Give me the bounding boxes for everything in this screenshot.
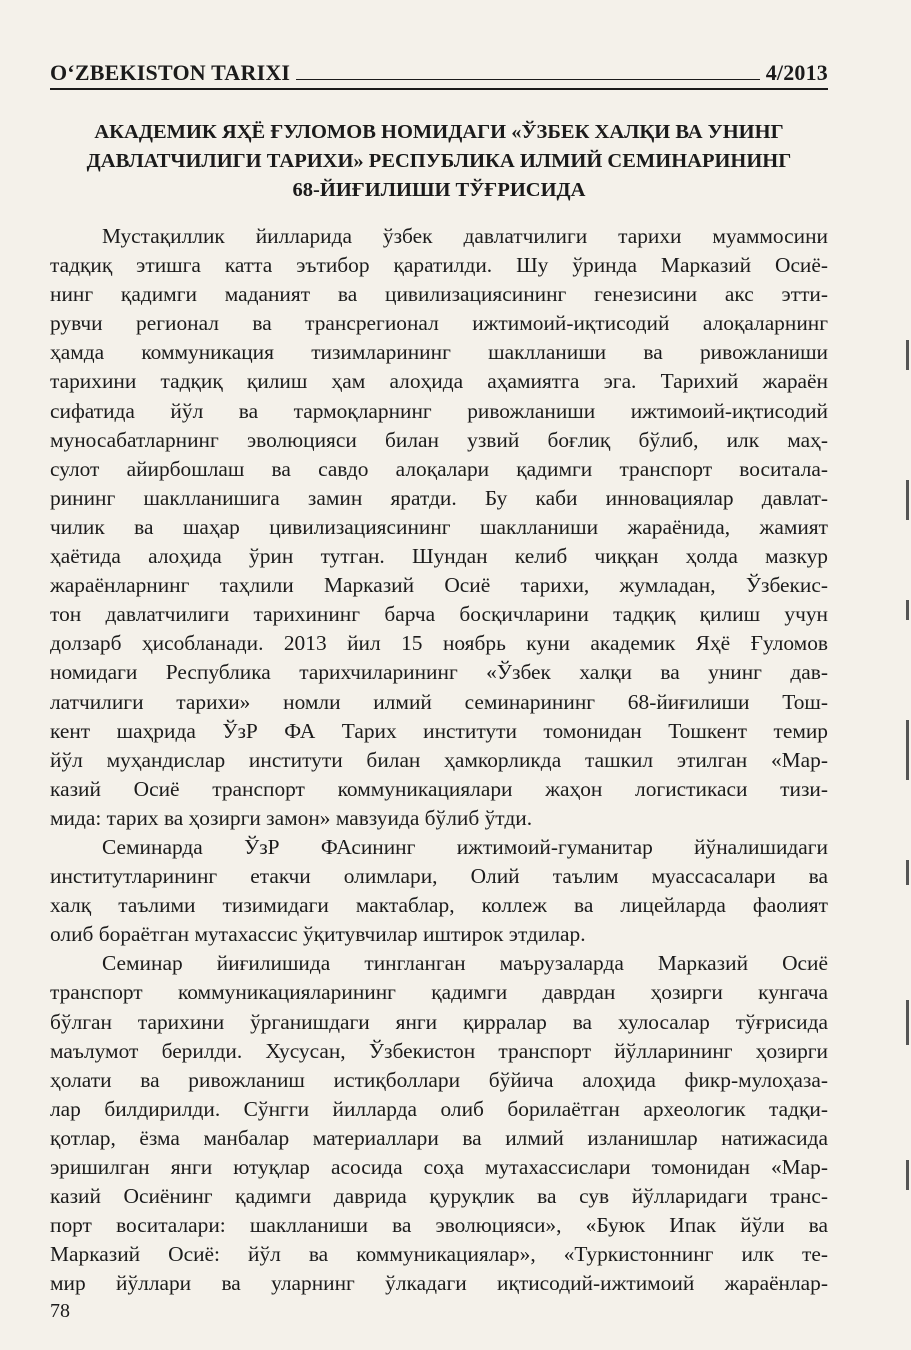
- body-line: Семинарда ЎзР ФАсининг ижтимоий-гуманитар йўналишидаги: [102, 834, 828, 859]
- title-line: 68-ЙИҒИЛИШИ ТЎҒРИСИДА: [292, 179, 586, 201]
- body-line: бўлган тарихини ўрганишдаги янги қирралар ва хулосалар тўғрисида: [50, 1009, 828, 1034]
- journal-name: O‘ZBEKISTON TARIXI: [50, 60, 291, 85]
- body-line: мир йўллари ва уларнинг ўлкадаги иқтисодий-ижтимоий жараёнлар-: [50, 1271, 828, 1296]
- body-line: эришилган янги ютуқлар асосида соҳа мутахассислари томонидан «Мар-: [50, 1155, 828, 1179]
- body-line: йўл муҳандислар институти билан ҳамкорликда ташкил этилган «Мар-: [50, 747, 828, 772]
- body-line: халқ таълими тизимидаги мактаблар, коллеж ва лицейларда фаолият: [50, 893, 828, 918]
- body-line: казий Осиё транспорт коммуникациялари жаҳон логистикаси тизи-: [50, 776, 828, 801]
- title-line: ДАВЛАТЧИЛИГИ ТАРИХИ» РЕСПУБЛИКА ИЛМИЙ СЕМИНАРИНИНГ: [86, 150, 792, 172]
- issue-number: 4/2013: [765, 60, 828, 85]
- body-line: казий Осиёнинг қадимги даврида қуруқлик ва сув йўлларидаги транс-: [50, 1184, 828, 1209]
- body-line: чилик ва шаҳар цивилизациясининг шаклланиши жараёнида, жамият: [50, 514, 828, 539]
- body-line: кент шаҳрида ЎзР ФА Тарих институти томонидан Тошкент темир: [50, 718, 828, 743]
- running-header: [50, 52, 828, 86]
- title-line: АКАДЕМИК ЯҲЁ ҒУЛОМОВ НОМИДАГИ «ЎЗБЕК ХАЛҚИ ВА УНИНГ: [94, 121, 784, 143]
- scan-edge-marks: [903, 300, 911, 1300]
- header-divider: [50, 88, 828, 90]
- article-title: [50, 118, 828, 205]
- body-line: қотлар, ёзма манбалар материаллари ва илмий изланишлар натижасида: [50, 1125, 828, 1150]
- body-line: сулот айирбошлаш ва савдо алоқалари қадимги транспорт воситала-: [50, 456, 828, 481]
- body-line: жараёнларнинг таҳлили Марказий Осиё тарихи, жумладан, Ўзбекис-: [50, 573, 828, 598]
- body-line: долзарб ҳисобланади. 2013 йил 15 ноябрь куни академик Яҳё Ғуломов: [50, 631, 828, 656]
- body-line: сифатида йўл ва тармоқларнинг ривожланиши ижтимоий-иқтисодий: [50, 398, 828, 423]
- body-line: транспорт коммуникацияларининг қадимги даврдан ҳозирги кунгача: [50, 980, 828, 1005]
- body-line: маълумот берилди. Хусусан, Ўзбекистон транспорт йўлларининг ҳозирги: [50, 1038, 828, 1063]
- body-line: рининг шаклланишига замин яратди. Бу каби инновациялар давлат-: [50, 485, 828, 510]
- body-line: олиб бораётган мутахассис ўқитувчилар иштирок этдилар.: [50, 922, 586, 947]
- body-line: Семинар йиғилишида тингланган маърузаларда Марказий Осиё: [102, 951, 828, 976]
- body-line: порт воситалари: шаклланиши ва эволюцияси», «Буюк Ипак йўли ва: [50, 1213, 828, 1238]
- body-line: тарихини тадқиқ қилиш ҳам алоҳида аҳамиятга эга. Тарихий жараён: [50, 369, 828, 394]
- body-line: ҳолати ва ривожланиш истиқболлари бўйича алоҳида фикр-мулоҳаза-: [50, 1067, 828, 1092]
- body-line: институтларининг етакчи олимлари, Олий таълим муассасалари ва: [50, 864, 828, 889]
- body-line: ҳаётида алоҳида ўрин тутган. Шундан келиб чиққан ҳолда мазкур: [50, 544, 828, 569]
- body-line: муносабатларнинг эволюцияси билан узвий боғлиқ бўлиб, илк маҳ-: [50, 427, 828, 452]
- body-line: рувчи регионал ва трансрегионал ижтимоий-иқтисодий алоқаларнинг: [50, 311, 828, 336]
- body-line: лар билдирилди. Сўнгги йилларда олиб борилаётган археологик тадқи-: [50, 1096, 828, 1121]
- page-number: 78: [50, 1300, 70, 1322]
- body-line: Марказий Осиё: йўл ва коммуникациялар», «Туркистоннинг илк те-: [50, 1242, 828, 1267]
- article-body: [50, 222, 828, 1298]
- body-line: мида: тарих ва ҳозирги замон» мавзуида бўлиб ўтди.: [50, 805, 533, 830]
- body-line: латчилиги тарихи» номли илмий семинарининг 68-йиғилиши Тош-: [50, 689, 828, 714]
- body-line: номидаги Республика тарихчиларининг «Ўзбек халқи ва унинг дав-: [50, 660, 828, 685]
- body-line: Мустақиллик йилларида ўзбек давлатчилиги тарихи муаммосини: [102, 224, 828, 248]
- body-line: тон давлатчилиги тарихининг барча босқичларини тадқиқ қилиш учун: [50, 602, 828, 627]
- header-rule: [296, 79, 760, 80]
- body-line: нинг қадимги маданият ва цивилизациясининг генезисини акс этти-: [50, 282, 828, 307]
- body-line: тадқиқ этишга катта эътибор қаратилди. Шу ўринда Марказий Осиё-: [50, 253, 828, 278]
- body-line: ҳамда коммуникация тизимларининг шаклланиши ва ривожланиши: [50, 340, 828, 365]
